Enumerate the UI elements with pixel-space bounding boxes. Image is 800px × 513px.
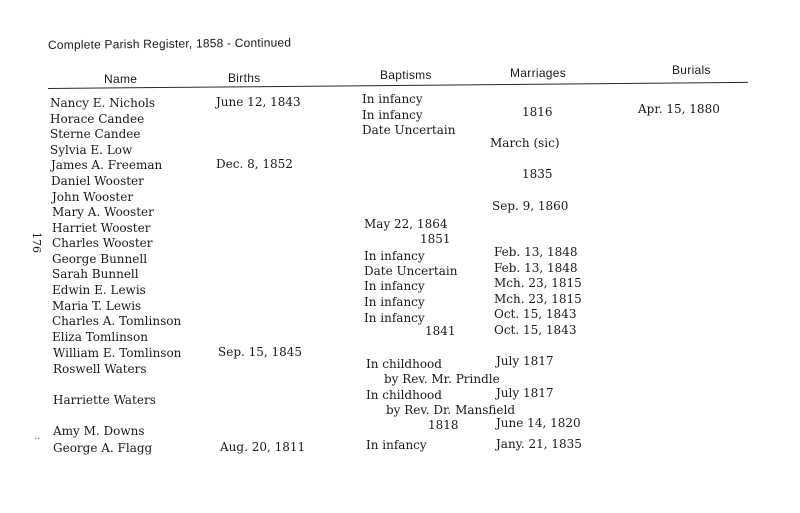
margin-mark: .. [34,431,41,442]
baptism-cell: In infancy [364,279,425,293]
marriage-cell: March (sic) [490,136,560,150]
baptism-cell: In infancy [364,295,425,309]
baptism-cell: In childhood [366,388,442,402]
marriage-cell: Sep. 9, 1860 [492,199,569,213]
name-cell: George A. Flagg [53,441,153,455]
name-cell: Maria T. Lewis [52,299,142,313]
name-cell: Sterne Candee [50,127,141,141]
baptism-cell: In infancy [364,311,425,325]
marriage-cell: Feb. 13, 1848 [494,261,578,275]
marriage-cell: June 14, 1820 [496,416,581,430]
page-title: Complete Parish Register, 1858 - Continued [47,35,292,52]
header-burials: Burials [672,63,711,77]
marriage-cell: Oct. 15, 1843 [494,307,577,321]
name-cell: Roswell Waters [53,362,147,376]
marriage-cell: July 1817 [496,386,554,400]
header-name: Name [104,72,138,86]
header-births: Births [228,71,261,85]
header-rule [48,82,748,89]
baptism-cell: 1851 [420,232,451,246]
header-baptisms: Baptisms [380,68,432,82]
name-cell: Harriet Wooster [52,221,151,235]
name-cell: George Bunnell [52,252,148,266]
marriage-cell: Jany. 21, 1835 [496,437,582,451]
marriage-cell: Oct. 15, 1843 [494,323,577,337]
name-cell: Eliza Tomlinson [52,330,148,344]
name-cell: William E. Tomlinson [53,346,182,360]
marriage-cell: Mch. 23, 1815 [494,292,582,306]
baptism-cell: In infancy [364,249,425,263]
name-cell: John Wooster [52,190,134,204]
header-marriages: Marriages [510,66,567,80]
name-cell: Horace Candee [50,112,145,126]
name-cell: Nancy E. Nichols [50,96,156,110]
marriage-cell: Mch. 23, 1815 [494,276,582,290]
baptism-cell: In infancy [366,438,427,452]
page-number: 176 [30,232,43,253]
name-cell: Charles Wooster [52,236,153,250]
birth-cell: Aug. 20, 1811 [220,440,306,454]
marriage-cell: 1835 [522,167,553,181]
burial-cell: Apr. 15, 1880 [638,102,720,116]
name-cell: Amy M. Downs [53,424,145,438]
name-cell: Daniel Wooster [51,174,144,188]
baptism-cell: In infancy [362,108,423,122]
name-cell: Sylvia E. Low [50,143,133,157]
baptism-cell: 1818 [428,418,459,432]
baptism-cell: by Rev. Dr. Mansfield [386,403,516,417]
birth-cell: June 12, 1843 [216,95,301,109]
name-cell: James A. Freeman [51,158,163,172]
baptism-cell: 1841 [425,324,456,338]
baptism-cell: In childhood [366,357,442,371]
baptism-cell: In infancy [362,92,423,106]
marriage-cell: 1816 [522,105,553,119]
birth-cell: Sep. 15, 1845 [218,345,303,359]
baptism-cell: by Rev. Mr. Prindle [384,372,500,386]
name-cell: Charles A. Tomlinson [52,314,182,328]
name-cell: Mary A. Wooster [52,205,154,219]
baptism-cell: Date Uncertain [364,264,458,278]
name-cell: Edwin E. Lewis [52,283,146,297]
marriage-cell: July 1817 [496,354,554,368]
birth-cell: Dec. 8, 1852 [216,157,293,171]
marriage-cell: Feb. 13, 1848 [494,245,578,259]
name-cell: Sarah Bunnell [52,267,139,281]
name-cell: Harriette Waters [53,393,156,407]
baptism-cell: May 22, 1864 [364,217,448,231]
baptism-cell: Date Uncertain [362,123,456,137]
